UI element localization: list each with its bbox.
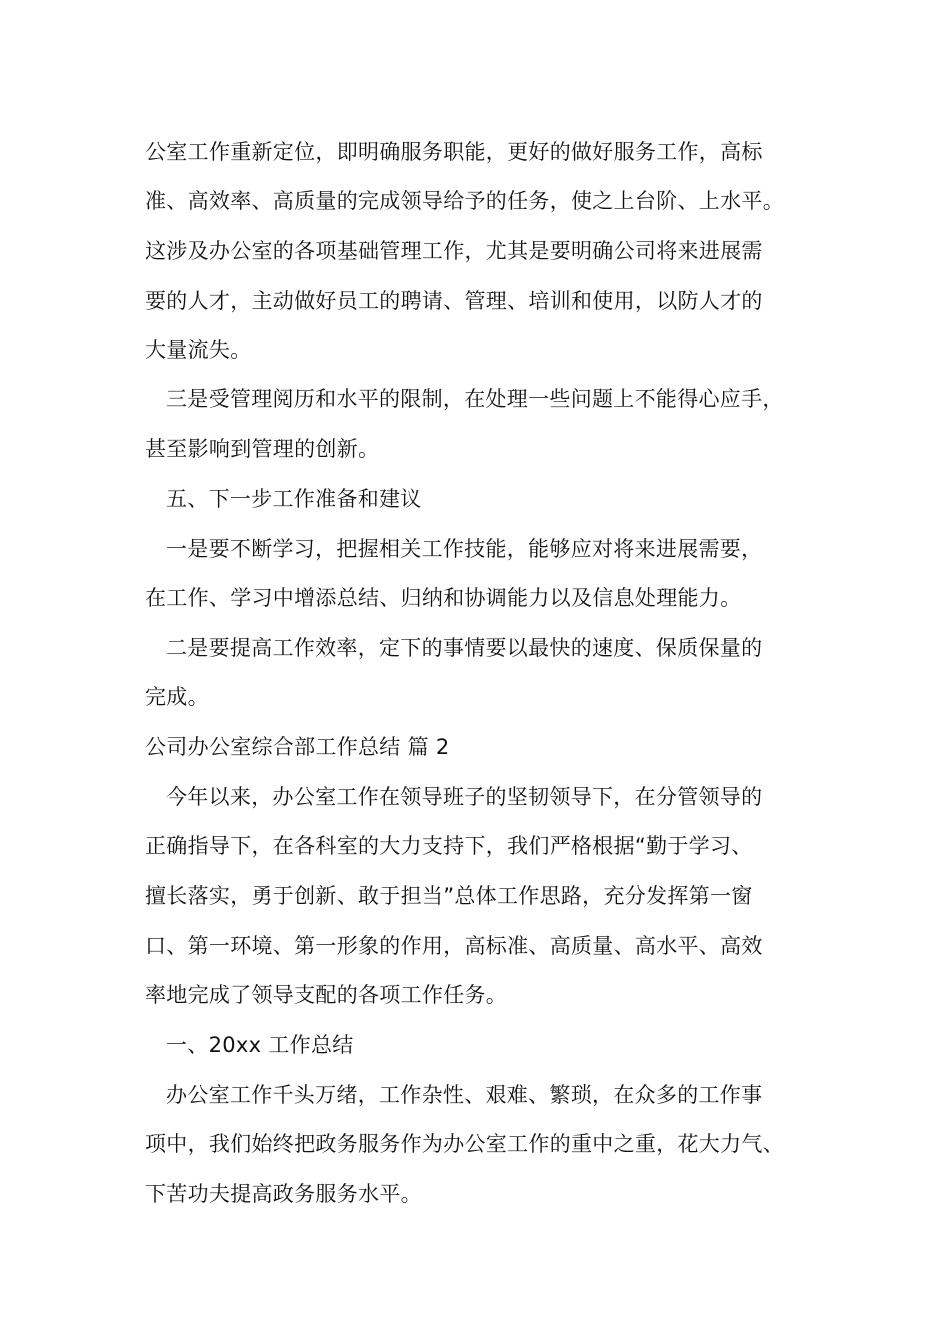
text-line: 今年以来，办公室工作在领导班子的坚韧领导下，在分管领导的 <box>166 785 763 809</box>
text-line: 公室工作重新定位，即明确服务职能，更好的做好服务工作，高标 <box>145 140 763 164</box>
text-line: 下苦功夫提高政务服务水平。 <box>145 1182 422 1206</box>
article-title: 公司办公室综合部工作总结 篇 2 <box>145 735 450 759</box>
text-line: 甚至影响到管理的创新。 <box>145 437 380 461</box>
text-line: 擅长落实，勇于创新、敢于担当”总体工作思路，充分发挥第一窗 <box>145 884 753 908</box>
text-line: 一是要不断学习，把握相关工作技能，能够应对将来进展需要， <box>166 537 763 561</box>
text-line: 在工作、学习中增添总结、归纳和协调能力以及信息处理能力。 <box>145 586 742 610</box>
text-line: 完成。 <box>145 685 209 709</box>
text-line: 大量流失。 <box>145 338 252 362</box>
text-line: 正确指导下，在各科室的大力支持下，我们严格根据“勤于学习、 <box>145 834 753 858</box>
text-line: 口、第一环境、第一形象的作用，高标准、高质量、高水平、高效 <box>145 934 763 958</box>
text-line: 项中，我们始终把政务服务作为办公室工作的重中之重，花大力气、 <box>145 1132 784 1156</box>
text-line: 办公室工作千头万绪，工作杂性、艰难、繁琐，在众多的工作事 <box>166 1083 763 1107</box>
section-heading: 五、下一步工作准备和建议 <box>166 487 422 511</box>
text-line: 这涉及办公室的各项基础管理工作，尤其是要明确公司将来进展需 <box>145 239 763 263</box>
section-heading: 一、20xx 工作总结 <box>166 1033 354 1057</box>
text-line: 准、高效率、高质量的完成领导给予的任务，使之上台阶、上水平。 <box>145 189 784 213</box>
text-line: 要的人才，主动做好员工的聘请、管理、培训和使用，以防人才的 <box>145 289 763 313</box>
text-line: 三是受管理阅历和水平的限制，在处理一些问题上不能得心应手， <box>166 387 784 411</box>
text-line: 二是要提高工作效率，定下的事情要以最快的速度、保质保量的 <box>166 636 763 660</box>
text-line: 率地完成了领导支配的各项工作任务。 <box>145 983 508 1007</box>
